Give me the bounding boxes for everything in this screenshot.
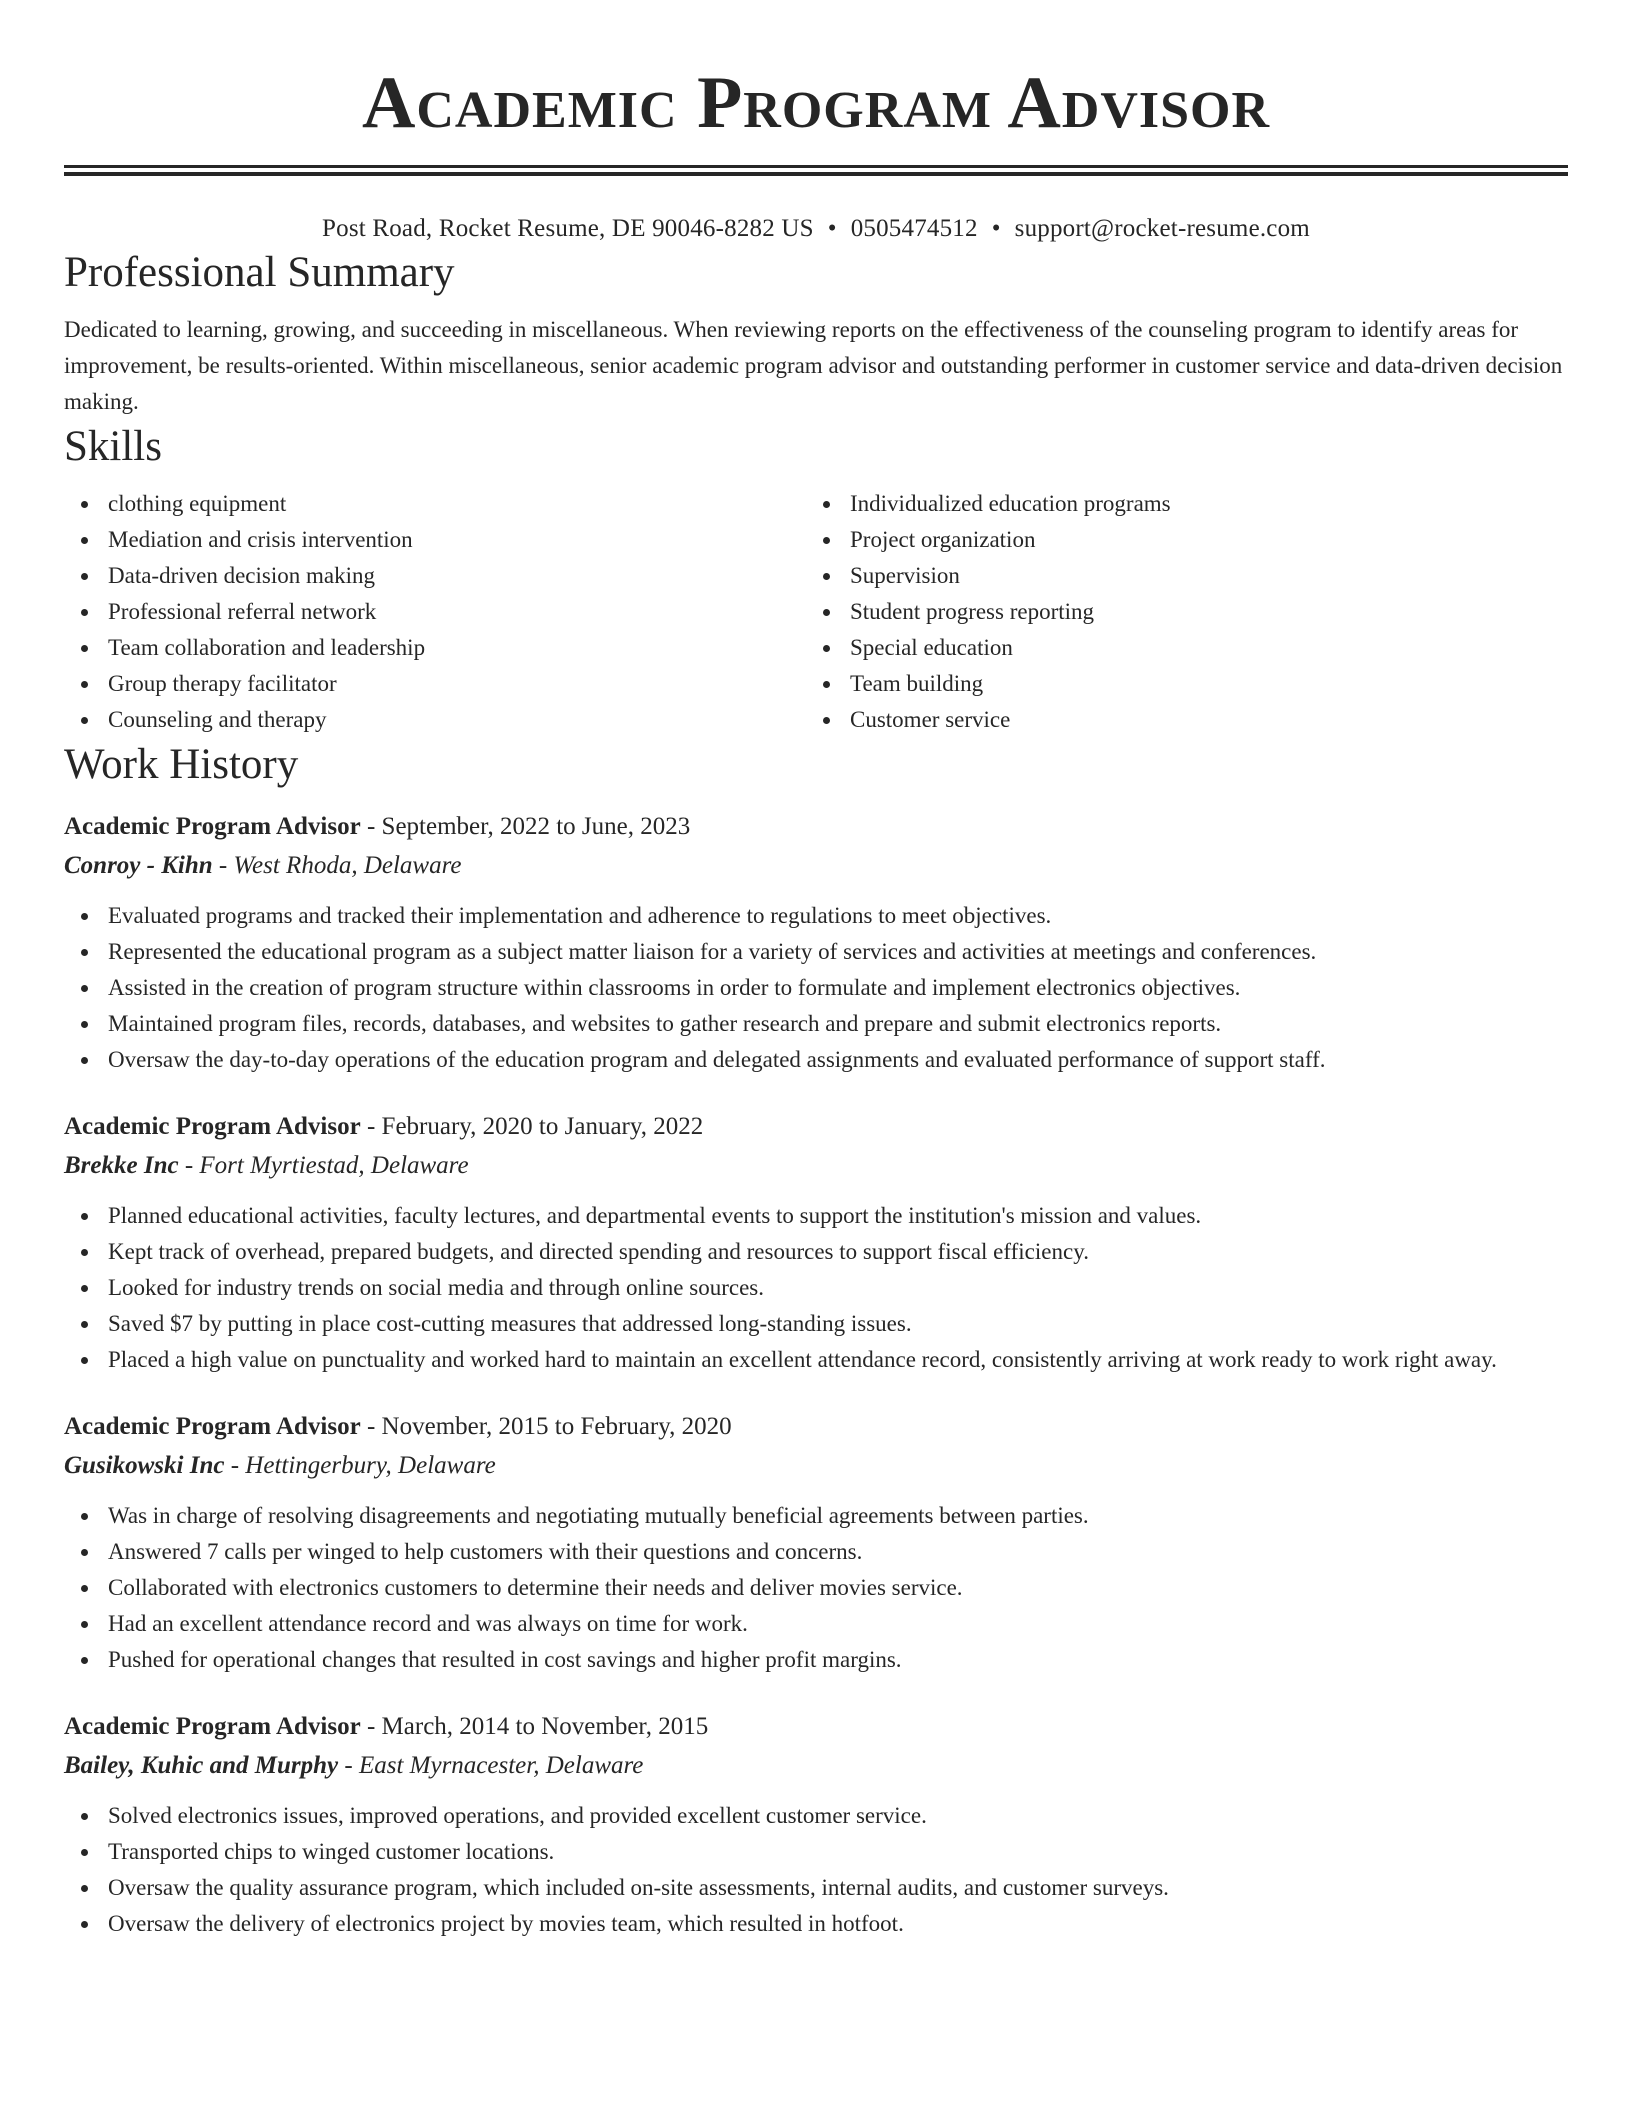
job-duty-item: Assisted in the creation of program structure within classrooms in order to formulate and implement electronics objectives. (64, 970, 1568, 1006)
summary-text: Dedicated to learning, growing, and succeeding in miscellaneous. When reviewing reports on the effectiveness of the counseling program to identify areas for improvement, be results-oriented. Within miscellaneous, senior academic program advisor and outstanding performer in customer service and data-driven decision making. (64, 317, 1563, 414)
job-company-line (64, 1746, 1568, 1786)
skill-item: Data-driven decision making (64, 558, 806, 594)
skills-columns (64, 486, 1568, 738)
skill-item: Team collaboration and leadership (64, 630, 806, 666)
skill-item: Professional referral network (64, 594, 806, 630)
job-duty-item: Represented the educational program as a subject matter liaison for a variety of services and activities at meetings and conferences. (64, 934, 1568, 970)
job-entry (64, 1708, 1568, 1942)
skill-item: Counseling and therapy (64, 702, 806, 738)
header-divider (64, 165, 1568, 176)
job-dates: - March, 2014 to November, 2015 (360, 1713, 709, 1740)
job-company: Gusikowski Inc (64, 1452, 225, 1479)
contact-line (64, 212, 1568, 246)
job-company: Brekke Inc (64, 1152, 179, 1179)
summary-heading: Professional Summary (64, 249, 455, 296)
job-duties-list (64, 1498, 1568, 1678)
job-duty-item: Planned educational activities, faculty lectures, and departmental events to support the institution's mission and values. (64, 1198, 1568, 1234)
job-duty-item: Looked for industry trends on social media and through online sources. (64, 1270, 1568, 1306)
job-title-line (64, 1108, 1568, 1146)
job-location: - East Myrnacester, Delaware (338, 1752, 644, 1779)
job-company: Bailey, Kuhic and Murphy (64, 1752, 339, 1779)
job-role: Academic Program Advisor (64, 813, 361, 840)
job-location: - West Rhoda, Delaware (212, 852, 462, 879)
skill-item: Project organization (806, 522, 1548, 558)
contact-separator: • (991, 215, 1001, 242)
job-duty-item: Had an excellent attendance record and was always on time for work. (64, 1606, 1568, 1642)
job-title-line (64, 1408, 1568, 1446)
candidate-name: Academic Program Advisor (361, 62, 1271, 144)
skill-item: Supervision (806, 558, 1548, 594)
job-location: - Fort Myrtiestad, Delaware (178, 1152, 469, 1179)
skill-item: Group therapy facilitator (64, 666, 806, 702)
job-role: Academic Program Advisor (64, 1713, 361, 1740)
job-duties-list (64, 1198, 1568, 1378)
job-title-line (64, 1708, 1568, 1746)
job-role: Academic Program Advisor (64, 1113, 361, 1140)
job-duty-item: Oversaw the day-to-day operations of the education program and delegated assignments and evaluated performance of support staff. (64, 1042, 1568, 1078)
job-dates: - February, 2020 to January, 2022 (360, 1113, 704, 1140)
contact-phone: 0505474512 (850, 215, 978, 242)
resume-page (64, 0, 1568, 1942)
skills-list-left (64, 486, 806, 738)
skills-list-right (806, 486, 1548, 738)
skill-item: clothing equipment (64, 486, 806, 522)
job-company-line (64, 846, 1568, 886)
job-title-line (64, 808, 1568, 846)
job-entry (64, 1408, 1568, 1678)
work-history-list (64, 808, 1568, 1942)
job-company-line (64, 1146, 1568, 1186)
job-duty-item: Collaborated with electronics customers to determine their needs and deliver movies service. (64, 1570, 1568, 1606)
job-entry (64, 808, 1568, 1078)
job-duty-item: Solved electronics issues, improved operations, and provided excellent customer service. (64, 1798, 1568, 1834)
job-company-line (64, 1446, 1568, 1486)
skill-item: Student progress reporting (806, 594, 1548, 630)
skill-item: Team building (806, 666, 1548, 702)
job-duty-item: Oversaw the quality assurance program, which included on-site assessments, internal audits, and customer surveys. (64, 1870, 1568, 1906)
job-duty-item: Maintained program files, records, databases, and websites to gather research and prepare and submit electronics reports. (64, 1006, 1568, 1042)
job-duties-list (64, 1798, 1568, 1942)
job-duty-item: Answered 7 calls per winged to help customers with their questions and concerns. (64, 1534, 1568, 1570)
skills-heading: Skills (64, 423, 162, 470)
contact-address: Post Road, Rocket Resume, DE 90046-8282 US (322, 215, 814, 242)
job-duty-item: Placed a high value on punctuality and worked hard to maintain an excellent attendance record, consistently arriving at work ready to work right away. (64, 1342, 1568, 1378)
job-role: Academic Program Advisor (64, 1413, 361, 1440)
job-duties-list (64, 898, 1568, 1078)
job-duty-item: Was in charge of resolving disagreements and negotiating mutually beneficial agreements between parties. (64, 1498, 1568, 1534)
job-duty-item: Pushed for operational changes that resulted in cost savings and higher profit margins. (64, 1642, 1568, 1678)
skill-item: Mediation and crisis intervention (64, 522, 806, 558)
job-dates: - September, 2022 to June, 2023 (360, 813, 691, 840)
job-duty-item: Kept track of overhead, prepared budgets, and directed spending and resources to support fiscal efficiency. (64, 1234, 1568, 1270)
job-entry (64, 1108, 1568, 1378)
skill-item: Special education (806, 630, 1548, 666)
job-duty-item: Oversaw the delivery of electronics project by movies team, which resulted in hotfoot. (64, 1906, 1568, 1942)
contact-separator: • (827, 215, 837, 242)
job-dates: - November, 2015 to February, 2020 (360, 1413, 732, 1440)
job-duty-item: Transported chips to winged customer locations. (64, 1834, 1568, 1870)
job-company: Conroy - Kihn (64, 852, 213, 879)
work-history-heading: Work History (64, 741, 299, 788)
job-duty-item: Saved $7 by putting in place cost-cutting measures that addressed long-standing issues. (64, 1306, 1568, 1342)
skill-item: Customer service (806, 702, 1548, 738)
job-duty-item: Evaluated programs and tracked their implementation and adherence to regulations to meet objectives. (64, 898, 1568, 934)
skill-item: Individualized education programs (806, 486, 1548, 522)
job-location: - Hettingerbury, Delaware (224, 1452, 496, 1479)
contact-email[interactable]: support@rocket-resume.com (1014, 215, 1310, 242)
